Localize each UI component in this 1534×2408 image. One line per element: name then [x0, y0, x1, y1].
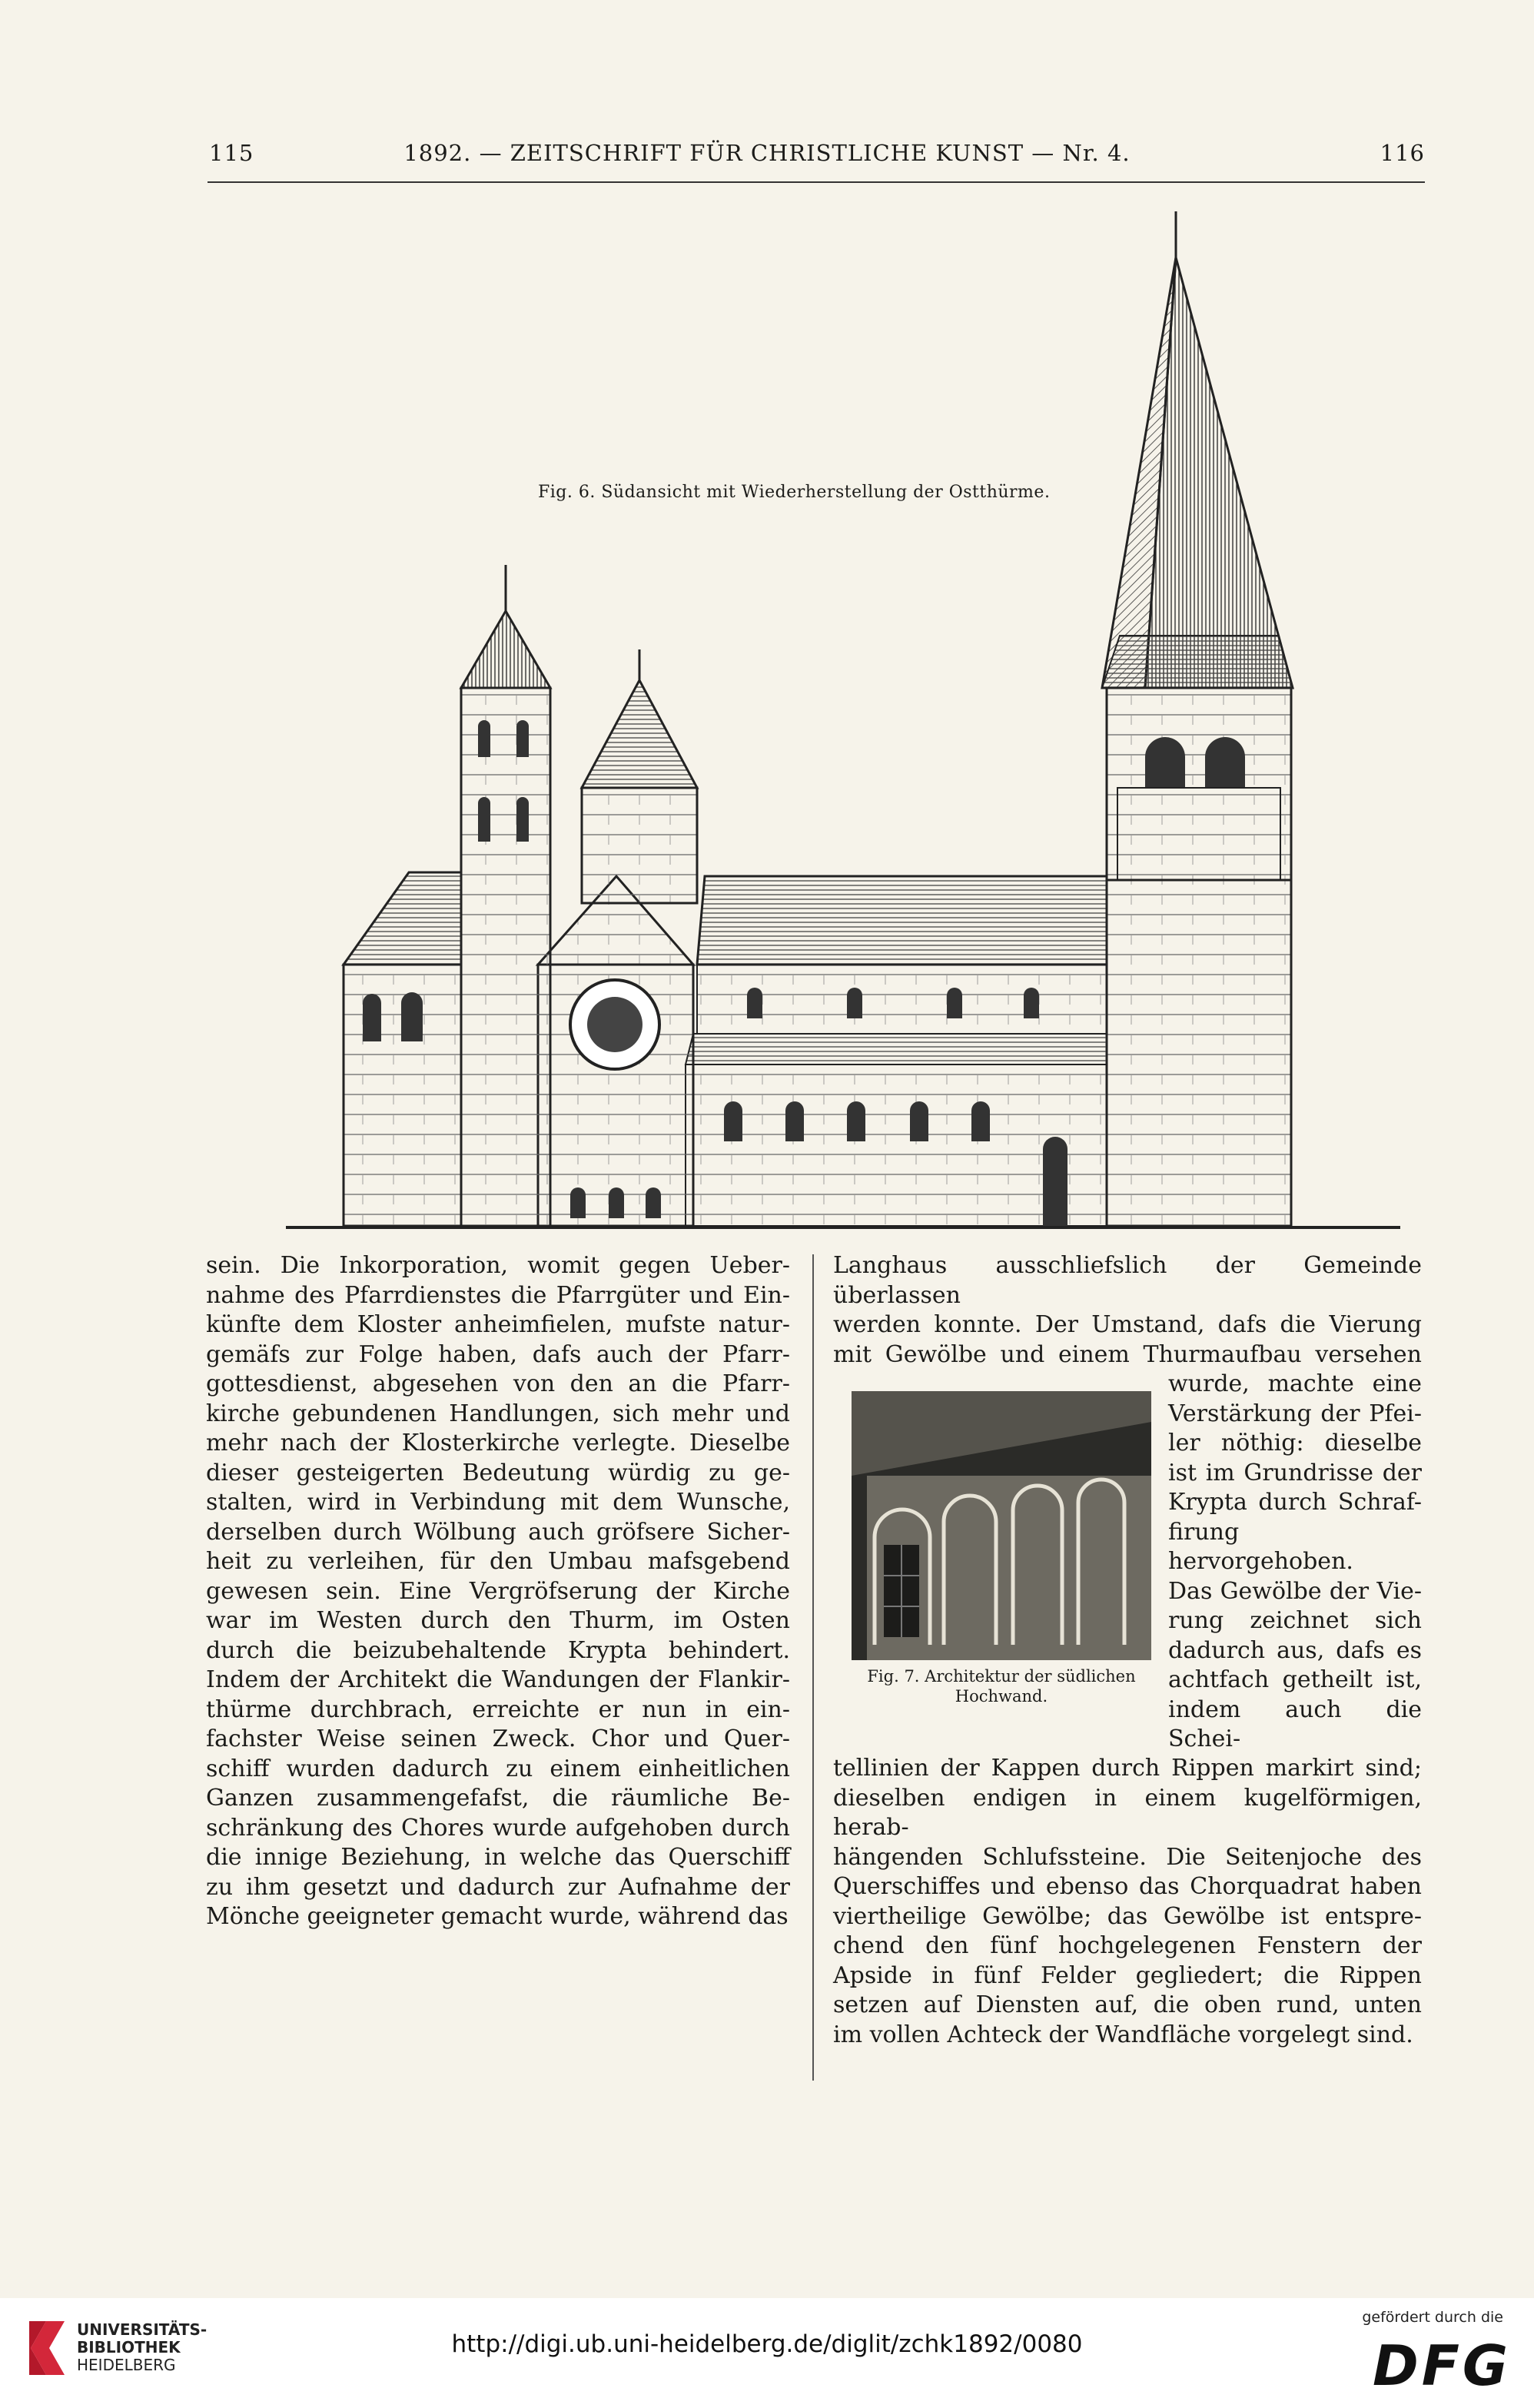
right-column-wrap-line: dadurch aus, dafs es — [1168, 1636, 1422, 1664]
left-column-line: nahme des Pfarrdienstes die Pfarrgüter und Ein- — [206, 1281, 790, 1309]
left-column-line: sein. Die Inkorporation, womit gegen Ueber- — [206, 1252, 790, 1279]
right-column-wrap-line: firung hervorgehoben. — [1168, 1518, 1353, 1575]
left-column-line: dieser gesteigerten Bedeutung würdig zu ge- — [206, 1459, 790, 1486]
left-column-line: mehr nach der Klosterkirche verlegte. Dieselbe — [206, 1430, 790, 1456]
left-column-line: fachster Weise seinen Zweck. Chor und Quer- — [206, 1725, 790, 1752]
left-column-line: gemäfs zur Folge haben, dafs auch der Pfarr- — [206, 1340, 790, 1368]
right-column-line: Langhaus ausschliefslich der Gemeinde überlassen — [833, 1252, 1422, 1309]
right-text-column-bottom — [833, 1754, 1422, 2050]
right-column-line: mit Gewölbe und einem Thurmaufbau versehen — [833, 1340, 1422, 1368]
figure-7-caption-line-1: Fig. 7. Architektur der südlichen — [867, 1667, 1136, 1686]
left-text-column — [206, 1251, 790, 1932]
left-column-line: gottesdienst, abgesehen von den an die Pfarr- — [206, 1370, 790, 1397]
right-page-number: 116 — [1380, 140, 1425, 166]
choir-wall-architecture-photo — [852, 1391, 1151, 1660]
left-column-line: derselben durch Wölbung auch gröfsere Sicher- — [206, 1518, 790, 1546]
running-title: 1892. — ZEITSCHRIFT FÜR CHRISTLICHE KUNST — Nr. 4. — [403, 140, 1131, 166]
dfg-logo: DFG — [1372, 2333, 1511, 2398]
left-column-line: Ganzen zusammengefafst, die räumliche Be- — [206, 1785, 790, 1812]
left-column-line: künfte dem Kloster anheimfielen, mufste natur- — [206, 1311, 790, 1338]
permalink-url[interactable]: http://digi.ub.uni-heidelberg.de/diglit/zchk1892/0080 — [451, 2330, 1083, 2358]
funding-text: gefördert durch die — [1362, 2309, 1503, 2326]
figure-7-caption — [842, 1666, 1161, 1706]
right-column-line: hängenden Schlufssteine. Die Seitenjoche des — [833, 1843, 1422, 1871]
library-name-line-1: UNIVERSITÄTS- — [77, 2320, 208, 2339]
right-column-wrap-line: rung zeichnet sich — [1168, 1607, 1422, 1634]
library-name-line-3: HEIDELBERG — [77, 2356, 176, 2374]
right-column-line: tellinien der Kappen durch Rippen markirt sind; — [833, 1755, 1422, 1782]
right-column-wrap-line: achtfach getheilt ist, — [1168, 1666, 1422, 1693]
right-column-line: chend den fünf hochgelegenen Fenstern der — [833, 1932, 1422, 1959]
left-column-line: schiff wurden dadurch zu einem einheitlichen — [206, 1755, 790, 1782]
right-column-wrap-line: ler nöthig: dieselbe — [1168, 1430, 1422, 1456]
right-column-line: dieselben endigen in einem kugelförmigen, herab- — [833, 1784, 1422, 1841]
left-column-line: kirche gebundenen Handlungen, sich mehr und — [206, 1400, 790, 1427]
right-column-line: setzen auf Diensten auf, die oben rund, unten — [833, 1991, 1422, 2018]
right-column-wrap-line: wurde, machte eine — [1168, 1370, 1422, 1397]
library-name-line-2: BIBLIOTHEK — [77, 2338, 181, 2357]
figure-7-caption-line-2: Hochwand. — [955, 1687, 1048, 1706]
right-text-column-wrap — [1168, 1370, 1422, 1755]
left-column-line: stalten, wird in Verbindung mit dem Wunsche, — [206, 1489, 790, 1516]
right-column-wrap-line: Krypta durch Schraf- — [1168, 1489, 1422, 1516]
library-footer — [0, 2298, 1534, 2408]
right-column-wrap-line: Das Gewölbe der Vie- — [1168, 1577, 1422, 1605]
right-column-wrap-line: ist im Grundrisse der — [1168, 1459, 1422, 1486]
right-column-wrap-line: indem auch die Schei- — [1168, 1696, 1422, 1752]
left-column-line: die innige Beziehung, in welche das Querschiff — [206, 1844, 790, 1871]
left-column-line: Mönche geeigneter gemacht wurde, während das — [206, 1903, 789, 1930]
right-text-column-top — [833, 1251, 1422, 1370]
left-column-line: heit zu verleihen, für den Umbau mafsgebend — [206, 1548, 790, 1575]
left-page-number: 115 — [209, 140, 254, 166]
left-column-line: durch die beizubehaltende Krypta behindert. — [206, 1636, 790, 1664]
left-column-line: war im Westen durch den Thurm, im Osten — [206, 1607, 790, 1634]
left-column-line: zu ihm gesetzt und dadurch zur Aufnahme der — [206, 1873, 790, 1901]
right-column-line: Apside in fünf Felder gegliedert; die Rippen — [833, 1961, 1422, 1989]
right-column-line: Querschiffes und ebenso das Chorquadrat haben — [833, 1873, 1422, 1900]
right-column-line: viertheilige Gewölbe; das Gewölbe ist entspre- — [833, 1902, 1422, 1930]
right-column-line: werden konnte. Der Umstand, dafs die Vierung — [833, 1311, 1422, 1338]
figure-6-caption: Fig. 6. Südansicht mit Wiederherstellung der Ostthürme. — [538, 483, 1051, 502]
column-divider — [812, 1254, 814, 2081]
left-column-line: schränkung des Chores wurde aufgehoben durch — [206, 1814, 790, 1842]
right-column-wrap-line: Verstärkung der Pfei- — [1168, 1400, 1422, 1427]
church-south-elevation-illustration — [286, 196, 1400, 1234]
header-rule — [208, 181, 1425, 183]
right-column-line: im vollen Achteck der Wandfläche vorgelegt sind. — [833, 2021, 1413, 2048]
left-column-line: Indem der Architekt die Wandungen der Flankir- — [206, 1666, 790, 1693]
left-column-line: gewesen sein. Eine Vergröfserung der Kirche — [206, 1577, 790, 1605]
left-column-line: thürme durchbrach, erreichte er nun in ein- — [206, 1696, 790, 1723]
